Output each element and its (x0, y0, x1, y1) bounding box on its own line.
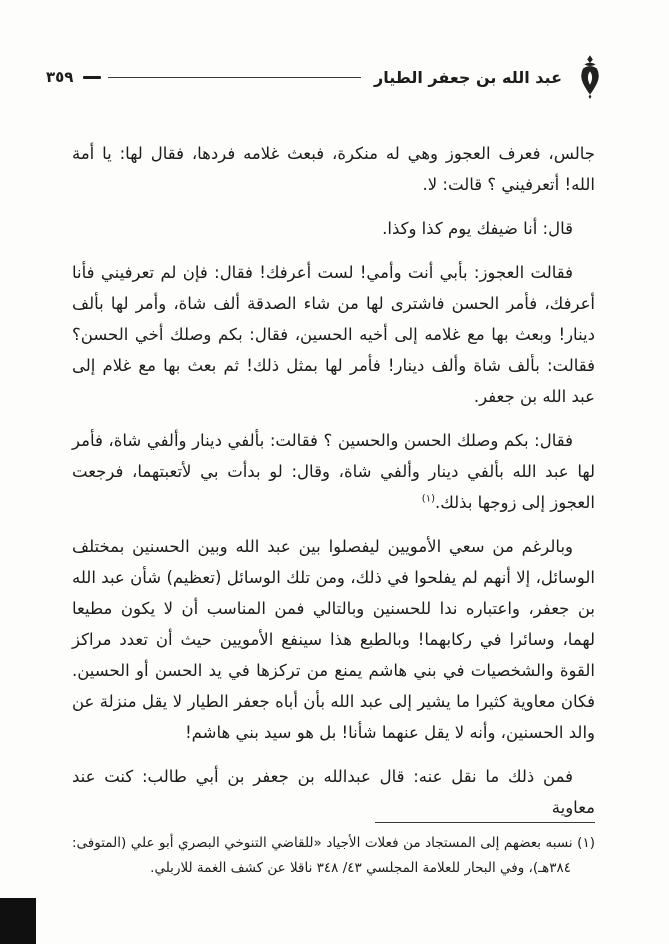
footnote-reference: (١) (421, 493, 435, 505)
chapter-title: عبد الله بن جعفر الطيار (374, 67, 562, 87)
page-header (0, 0, 669, 102)
footnote-text: (١) نسبه بعضهم إلى المستجاد من فعلات الأجياد «للقاضي التنوخي البصري أبو علي (المتوفى: ٣٨٤هـ)، وفي البحار للعلامة المجلسي ٤٣/ ٣٤٨ ناقلا عن كشف الغمة للاربلي. (72, 835, 595, 876)
lantern-ornament-icon (575, 52, 605, 102)
paragraph (72, 138, 595, 200)
footnote-separator-rule (375, 822, 595, 823)
paragraph-text: جالس، فعرف العجوز وهي له منكرة، فبعث غلامه فردها، فقال لها: يا أمة الله! أتعرفيني ؟ قالت: لا. (72, 144, 595, 194)
paragraph-text: فقال: بكم وصلك الحسن والحسين ؟ فقالت: بألفي دينار وألفي شاة، فأمر لها عبد الله بألفي دينار وألفي شاة، وقال: لو بدأت بي لأتعبتهما، فرجعت العجوز إلى زوجها بذلك. (72, 431, 595, 512)
body-text (0, 102, 669, 823)
paragraph-text: فمن ذلك ما نقل عنه: قال عبدالله بن جعفر بن أبي طالب: كنت عند معاوية (72, 767, 595, 817)
corner-black-mark (0, 898, 36, 944)
paragraph (72, 425, 595, 518)
footnote-section (72, 822, 595, 881)
paragraph (72, 761, 595, 823)
paragraph (72, 257, 595, 412)
page-number-dash (83, 76, 101, 79)
paragraph-text: وبالرغم من سعي الأمويين ليفصلوا بين عبد الله وبين الحسنين بمختلف الوسائل، إلا أنهم لم يفلحوا في ذلك، ومن تلك الوسائل (تعظيم) شأن عبد الله بن جعفر، واعتباره ندا للحسنين وبالتالي فمن المناسب أن لا يكون مطيعا لهما، وسائرا في ركابهما! وبالطبع هذا سينفع الأمويين حيث أن تعدد مراكز القوة والشخصيات في بني هاشم يمنع من تركزها في يد الحسن أو الحسين. فكان معاوية كثيرا ما يشير إلى عبد الله بأن أباه جعفر الطيار لا يقل منزلة عن والد الحسنين، وأنه لا يقل عنهما شأنا! بل هو سيد بني هاشم! (72, 537, 595, 742)
page-number: ٣٥٩ (46, 68, 74, 86)
paragraph-text: قال: أنا ضيفك يوم كذا وكذا. (382, 219, 573, 238)
paragraph-text: فقالت العجوز: بأبي أنت وأمي! لست أعرفك! فقال: فإن لم تعرفيني فأنا أعرفك، فأمر الحسن فاشترى لها من شاء الصدقة ألف شاة، وأمر لها بألف دينار! وبعث بها مع غلامه إلى أخيه الحسين، فقال: بكم وصلك أخي الحسن؟ فقالت: بألف شاة وألف دينار! فأمر لها بمثل ذلك! ثم بعث بها مع غلام إلى عبد الله بن جعفر. (72, 263, 595, 406)
paragraph (72, 531, 595, 748)
header-rule (108, 77, 361, 78)
paragraph (72, 213, 595, 244)
